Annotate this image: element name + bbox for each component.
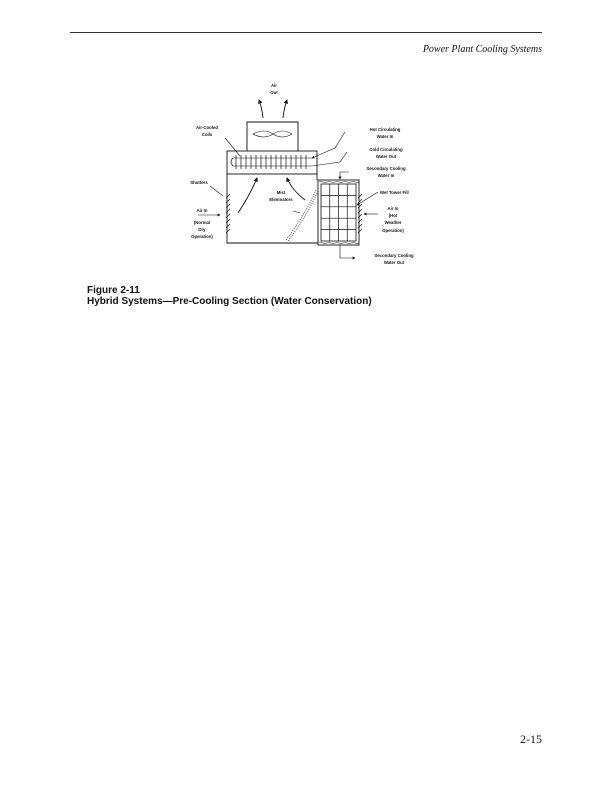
svg-text:Water In: Water In (377, 173, 395, 178)
svg-text:Water Out: Water Out (383, 260, 405, 265)
svg-text:Water Out: Water Out (375, 154, 397, 159)
svg-text:Secondary Cooling: Secondary Cooling (366, 166, 406, 171)
svg-text:Mist: Mist (276, 190, 286, 195)
svg-text:(Normal: (Normal (193, 220, 211, 225)
svg-text:Air In: Air In (387, 206, 399, 211)
svg-text:Shutters: Shutters (190, 180, 208, 185)
svg-text:Water In: Water In (376, 134, 394, 139)
svg-text:Wet Tower Fill: Wet Tower Fill (380, 190, 409, 195)
header-rule (70, 32, 542, 33)
figure-title: Hybrid Systems—Pre-Cooling Section (Water Conservation) (87, 296, 372, 307)
svg-text:Coils: Coils (201, 132, 213, 137)
svg-text:Operation): Operation) (382, 228, 404, 233)
svg-text:Out: Out (270, 90, 278, 95)
svg-text:Air-Cooled: Air-Cooled (196, 125, 218, 130)
svg-text:Secondary Cooling: Secondary Cooling (374, 253, 414, 258)
svg-text:Cold Circulating: Cold Circulating (369, 147, 403, 152)
fan-housing (247, 122, 298, 151)
svg-text:Eliminators: Eliminators (269, 197, 293, 202)
figure-number: Figure 2-11 (87, 285, 140, 296)
figure-caption (87, 285, 372, 307)
svg-text:Weather: Weather (384, 220, 402, 225)
svg-text:Dry: Dry (198, 227, 206, 232)
svg-text:Hot Circulating: Hot Circulating (369, 127, 401, 132)
page-number: 2-15 (520, 732, 542, 746)
hybrid-cooling-diagram (150, 70, 450, 270)
svg-text:(Hot: (Hot (388, 213, 398, 218)
svg-text:Air In: Air In (196, 208, 208, 213)
svg-text:Air: Air (271, 83, 277, 88)
svg-text:Operation): Operation) (191, 234, 213, 239)
coil-box (227, 151, 317, 174)
running-head-title: Power Plant Cooling Systems (422, 44, 542, 55)
